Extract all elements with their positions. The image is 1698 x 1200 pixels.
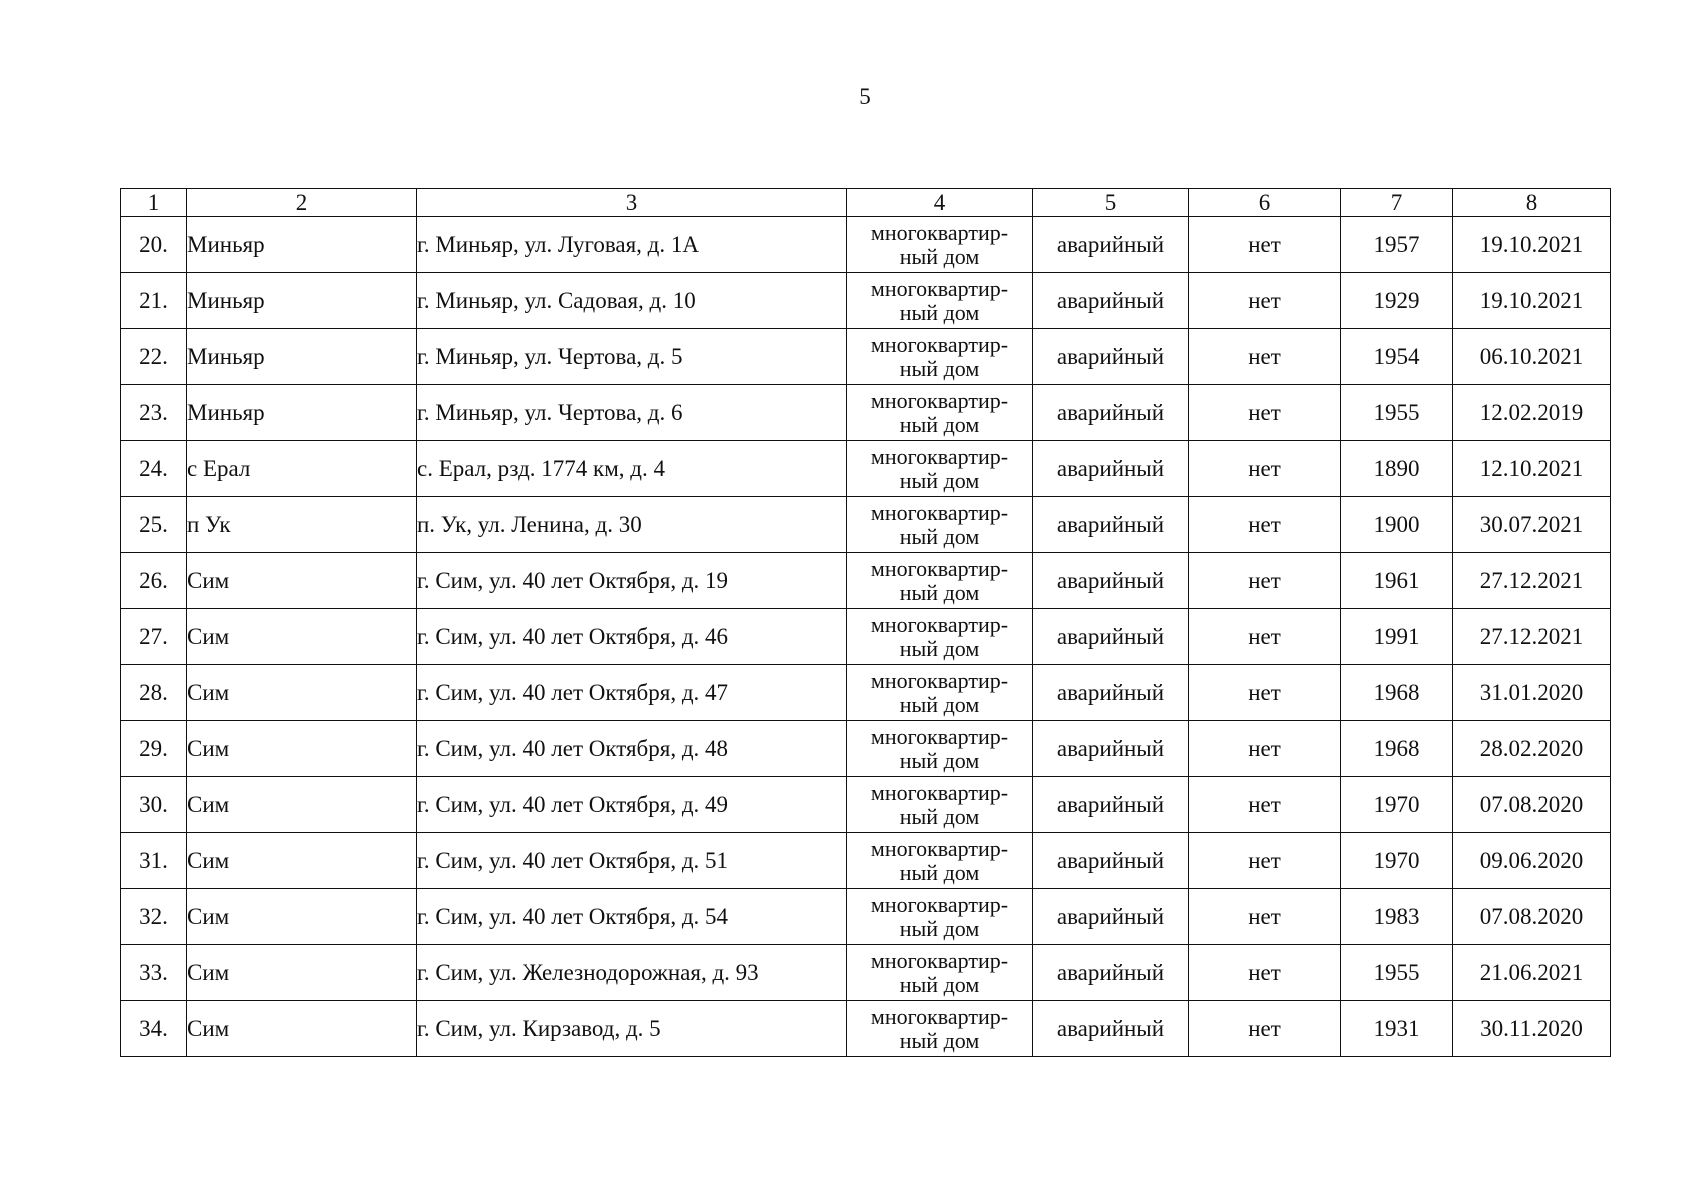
address-cell: с. Ерал, рзд. 1774 км, д. 4 [417, 441, 847, 497]
year-cell: 1954 [1341, 329, 1453, 385]
building-type-line: ный дом [899, 747, 980, 773]
flag-cell: нет [1189, 497, 1341, 553]
year-cell: 1961 [1341, 553, 1453, 609]
address-cell: г. Сим, ул. 40 лет Октября, д. 19 [417, 553, 847, 609]
flag-cell: нет [1189, 385, 1341, 441]
row-number-cell: 33. [121, 945, 187, 1001]
address-cell: г. Сим, ул. 40 лет Октября, д. 49 [417, 777, 847, 833]
date-cell: 19.10.2021 [1453, 273, 1611, 329]
header-cell: 1 [121, 189, 187, 217]
condition-cell: аварийный [1033, 889, 1189, 945]
building-type-line: многоквартир- [870, 723, 1009, 749]
building-type-line: ный дом [899, 355, 980, 381]
building-type-line: ный дом [899, 859, 980, 885]
row-number-cell: 32. [121, 889, 187, 945]
year-cell: 1890 [1341, 441, 1453, 497]
row-number-cell: 34. [121, 1001, 187, 1057]
address-cell: г. Сим, ул. 40 лет Октября, д. 54 [417, 889, 847, 945]
page-number: 5 [859, 84, 871, 109]
date-cell: 30.07.2021 [1453, 497, 1611, 553]
table-row [121, 721, 1611, 777]
flag-cell: нет [1189, 721, 1341, 777]
table-row [121, 1001, 1611, 1057]
table-row [121, 609, 1611, 665]
locality-cell: Сим [187, 553, 417, 609]
locality-cell: Миньяр [187, 329, 417, 385]
year-cell: 1957 [1341, 217, 1453, 273]
locality-cell: Сим [187, 833, 417, 889]
row-number-cell: 27. [121, 609, 187, 665]
locality-cell: Сим [187, 609, 417, 665]
locality-cell: Сим [187, 889, 417, 945]
table-row [121, 385, 1611, 441]
condition-cell: аварийный [1033, 497, 1189, 553]
header-row [121, 189, 1611, 217]
date-cell: 12.10.2021 [1453, 441, 1611, 497]
locality-cell: Сим [187, 665, 417, 721]
locality-cell: Миньяр [187, 273, 417, 329]
building-type-line: многоквартир- [870, 667, 1009, 693]
row-number-cell: 28. [121, 665, 187, 721]
flag-cell: нет [1189, 609, 1341, 665]
building-type-line: многоквартир- [870, 443, 1009, 469]
address-cell: г. Сим, ул. 40 лет Октября, д. 51 [417, 833, 847, 889]
date-cell: 27.12.2021 [1453, 609, 1611, 665]
header-cell: 7 [1341, 189, 1453, 217]
building-type-line: многоквартир- [870, 835, 1009, 861]
flag-cell: нет [1189, 833, 1341, 889]
header-cell: 5 [1033, 189, 1189, 217]
table-row [121, 889, 1611, 945]
building-type-line: ный дом [899, 523, 980, 549]
row-number-cell: 24. [121, 441, 187, 497]
building-type-cell [847, 665, 1033, 721]
building-type-line: ный дом [899, 467, 980, 493]
address-cell: г. Миньяр, ул. Чертова, д. 5 [417, 329, 847, 385]
date-cell: 12.02.2019 [1453, 385, 1611, 441]
building-type-line: ный дом [899, 635, 980, 661]
row-number-cell: 31. [121, 833, 187, 889]
condition-cell: аварийный [1033, 777, 1189, 833]
table-row [121, 329, 1611, 385]
date-cell: 21.06.2021 [1453, 945, 1611, 1001]
date-cell: 28.02.2020 [1453, 721, 1611, 777]
building-type-cell [847, 441, 1033, 497]
flag-cell: нет [1189, 945, 1341, 1001]
row-number-cell: 22. [121, 329, 187, 385]
row-number-cell: 30. [121, 777, 187, 833]
address-cell: г. Сим, ул. 40 лет Октября, д. 46 [417, 609, 847, 665]
condition-cell: аварийный [1033, 665, 1189, 721]
building-type-cell [847, 945, 1033, 1001]
year-cell: 1968 [1341, 665, 1453, 721]
condition-cell: аварийный [1033, 945, 1189, 1001]
flag-cell: нет [1189, 553, 1341, 609]
year-cell: 1931 [1341, 1001, 1453, 1057]
table-row [121, 273, 1611, 329]
table-row [121, 497, 1611, 553]
table-row [121, 665, 1611, 721]
date-cell: 30.11.2020 [1453, 1001, 1611, 1057]
building-type-cell [847, 609, 1033, 665]
flag-cell: нет [1189, 665, 1341, 721]
row-number-cell: 20. [121, 217, 187, 273]
building-type-line: многоквартир- [870, 387, 1009, 413]
condition-cell: аварийный [1033, 1001, 1189, 1057]
building-type-cell [847, 777, 1033, 833]
building-type-line: многоквартир- [870, 611, 1009, 637]
building-type-cell [847, 217, 1033, 273]
building-type-line: ный дом [899, 579, 980, 605]
flag-cell: нет [1189, 441, 1341, 497]
date-cell: 31.01.2020 [1453, 665, 1611, 721]
year-cell: 1983 [1341, 889, 1453, 945]
flag-cell: нет [1189, 273, 1341, 329]
table-row [121, 217, 1611, 273]
condition-cell: аварийный [1033, 217, 1189, 273]
date-cell: 07.08.2020 [1453, 777, 1611, 833]
building-type-line: ный дом [899, 411, 980, 437]
header-cell: 2 [187, 189, 417, 217]
building-type-cell [847, 889, 1033, 945]
address-cell: г. Сим, ул. 40 лет Октября, д. 47 [417, 665, 847, 721]
building-type-line: ный дом [899, 691, 980, 717]
address-cell: г. Сим, ул. Кирзавод, д. 5 [417, 1001, 847, 1057]
building-type-cell [847, 273, 1033, 329]
row-number-cell: 21. [121, 273, 187, 329]
year-cell: 1929 [1341, 273, 1453, 329]
condition-cell: аварийный [1033, 273, 1189, 329]
building-type-line: многоквартир- [870, 891, 1009, 917]
building-type-cell [847, 385, 1033, 441]
header-cell: 6 [1189, 189, 1341, 217]
address-cell: г. Миньяр, ул. Луговая, д. 1А [417, 217, 847, 273]
building-type-cell [847, 833, 1033, 889]
flag-cell: нет [1189, 1001, 1341, 1057]
year-cell: 1955 [1341, 385, 1453, 441]
flag-cell: нет [1189, 329, 1341, 385]
date-cell: 19.10.2021 [1453, 217, 1611, 273]
header-cell: 3 [417, 189, 847, 217]
building-type-cell [847, 1001, 1033, 1057]
address-cell: п. Ук, ул. Ленина, д. 30 [417, 497, 847, 553]
building-type-line: многоквартир- [870, 219, 1009, 245]
year-cell: 1970 [1341, 833, 1453, 889]
condition-cell: аварийный [1033, 441, 1189, 497]
address-cell: г. Миньяр, ул. Садовая, д. 10 [417, 273, 847, 329]
building-type-cell [847, 329, 1033, 385]
row-number-cell: 25. [121, 497, 187, 553]
condition-cell: аварийный [1033, 553, 1189, 609]
flag-cell: нет [1189, 217, 1341, 273]
table-row [121, 553, 1611, 609]
building-type-line: многоквартир- [870, 331, 1009, 357]
building-type-line: ный дом [899, 915, 980, 941]
housing-registry-table [120, 188, 1611, 1057]
building-type-line: многоквартир- [870, 275, 1009, 301]
flag-cell: нет [1189, 777, 1341, 833]
table-row [121, 441, 1611, 497]
header-cell: 4 [847, 189, 1033, 217]
building-type-cell [847, 553, 1033, 609]
locality-cell: Сим [187, 1001, 417, 1057]
year-cell: 1955 [1341, 945, 1453, 1001]
building-type-line: ный дом [899, 243, 980, 269]
date-cell: 09.06.2020 [1453, 833, 1611, 889]
date-cell: 27.12.2021 [1453, 553, 1611, 609]
year-cell: 1991 [1341, 609, 1453, 665]
building-type-line: ный дом [899, 1027, 980, 1053]
building-type-cell [847, 497, 1033, 553]
locality-cell: Сим [187, 721, 417, 777]
building-type-line: многоквартир- [870, 947, 1009, 973]
locality-cell: Сим [187, 777, 417, 833]
table-row [121, 945, 1611, 1001]
condition-cell: аварийный [1033, 329, 1189, 385]
table-body [121, 217, 1611, 1057]
locality-cell: п Ук [187, 497, 417, 553]
building-type-line: многоквартир- [870, 499, 1009, 525]
building-type-cell [847, 721, 1033, 777]
year-cell: 1968 [1341, 721, 1453, 777]
row-number-cell: 23. [121, 385, 187, 441]
condition-cell: аварийный [1033, 833, 1189, 889]
table-row [121, 833, 1611, 889]
date-cell: 06.10.2021 [1453, 329, 1611, 385]
locality-cell: Миньяр [187, 217, 417, 273]
building-type-line: ный дом [899, 299, 980, 325]
building-type-line: многоквартир- [870, 779, 1009, 805]
address-cell: г. Сим, ул. Железнодорожная, д. 93 [417, 945, 847, 1001]
condition-cell: аварийный [1033, 721, 1189, 777]
building-type-line: ный дом [899, 971, 980, 997]
building-type-line: многоквартир- [870, 555, 1009, 581]
row-number-cell: 26. [121, 553, 187, 609]
header-cell: 8 [1453, 189, 1611, 217]
year-cell: 1970 [1341, 777, 1453, 833]
address-cell: г. Сим, ул. 40 лет Октября, д. 48 [417, 721, 847, 777]
year-cell: 1900 [1341, 497, 1453, 553]
condition-cell: аварийный [1033, 385, 1189, 441]
locality-cell: Сим [187, 945, 417, 1001]
locality-cell: с Ерал [187, 441, 417, 497]
address-cell: г. Миньяр, ул. Чертова, д. 6 [417, 385, 847, 441]
flag-cell: нет [1189, 889, 1341, 945]
row-number-cell: 29. [121, 721, 187, 777]
building-type-line: ный дом [899, 803, 980, 829]
table-row [121, 777, 1611, 833]
locality-cell: Миньяр [187, 385, 417, 441]
condition-cell: аварийный [1033, 609, 1189, 665]
date-cell: 07.08.2020 [1453, 889, 1611, 945]
building-type-line: многоквартир- [870, 1003, 1009, 1029]
